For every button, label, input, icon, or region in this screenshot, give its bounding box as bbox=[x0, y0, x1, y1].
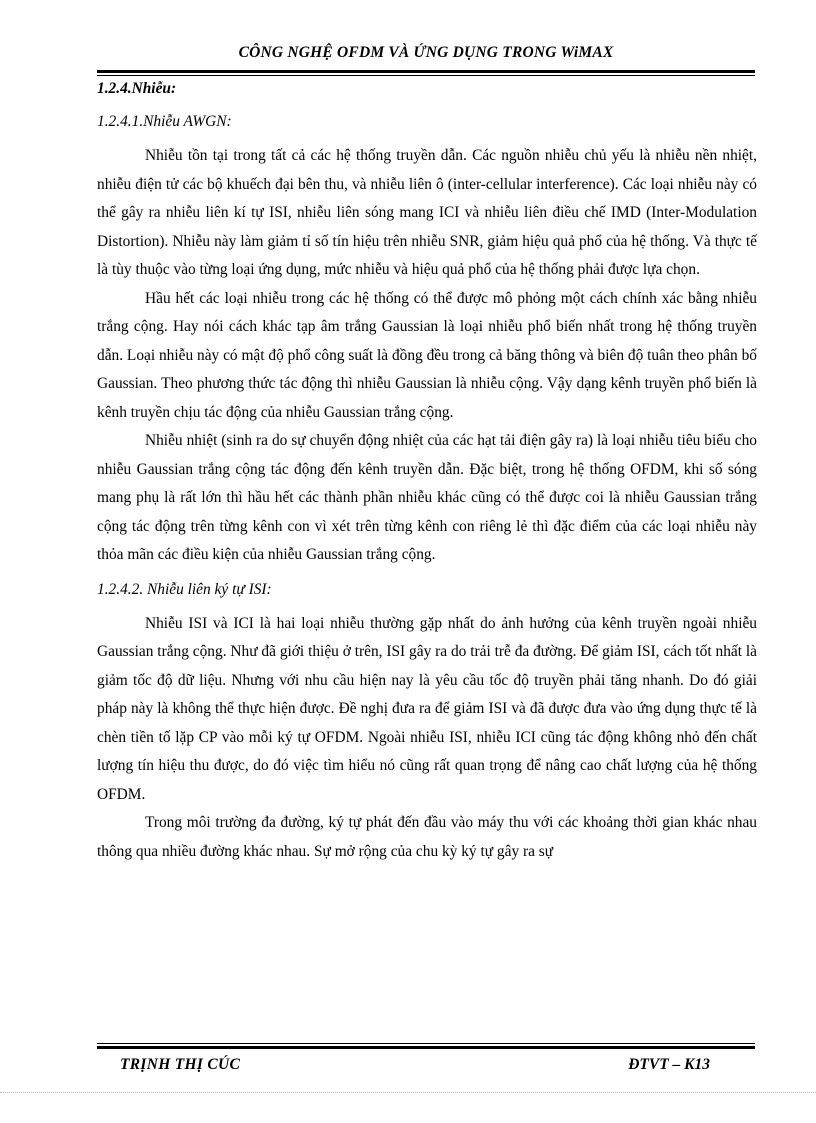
document-body bbox=[97, 76, 757, 866]
paragraph: Nhiễu nhiệt (sinh ra do sự chuyển động nhiệt của các hạt tải điện gây ra) là loại nhiễu tiêu biểu cho nhiễu Gaussian trắng cộng tác động đến kênh truyền dẫn. Đặc biệt, trong hệ thống OFDM, khi số sóng mang phụ là rất lớn thì hầu hết các thành phần nhiễu khác cũng có thể được coi là nhiễu Gaussian trắng cộng tác động trên từng kênh con vì xét trên từng kênh con riêng lẻ thì đặc điểm của các loại nhiễu này thỏa mãn các điều kiện của nhiễu Gaussian trắng cộng. bbox=[97, 432, 757, 563]
paragraph: Nhiễu ISI và ICI là hai loại nhiễu thường gặp nhất do ảnh hưởng của kênh truyền ngoài nhiễu Gaussian trắng cộng. Như đã giới thiệu ở trên, ISI gây ra do trải trễ đa đường. Để giảm ISI, cách tốt nhất là giảm tốc độ dữ liệu. Nhưng với nhu cầu hiện nay là yêu cầu tốc độ truyền phải tăng nhanh. Do đó giải pháp này là không thể thực hiện được. Đề nghị đưa ra để giảm ISI và đã được đưa vào ứng dụng thực tế là chèn tiền tố lặp CP vào mỗi ký tự OFDM. Ngoài nhiễu ISI, nhiễu ICI cũng tác động không nhỏ đến chất lượng tín hiệu thu được, do đó việc tìm hiểu nó cũng rất quan trọng để nâng cao chất lượng của hệ thống OFDM. bbox=[97, 614, 757, 803]
page-header-title: CÔNG NGHỆ OFDM VÀ ỨNG DỤNG TRONG WiMAX bbox=[238, 44, 614, 61]
subsection-heading-isi: 1.2.4.2. Nhiễu liên ký tự ISI: bbox=[97, 580, 272, 598]
paragraph: Trong môi trường đa đường, ký tự phát đến đầu vào máy thu với các khoảng thời gian khác nhau thông qua nhiều đường khác nhau. Sự mở rộng của chu kỳ ký tự gây ra sự bbox=[97, 814, 757, 860]
footer-divider bbox=[97, 1043, 755, 1051]
page-break-line bbox=[0, 1092, 816, 1093]
section-heading-noise: 1.2.4.Nhiễu: bbox=[97, 80, 177, 97]
footer-author: TRỊNH THỊ CÚC bbox=[120, 1056, 241, 1073]
footer-class-code: ĐTVT – K13 bbox=[628, 1056, 710, 1073]
paragraph: Hầu hết các loại nhiễu trong các hệ thống có thể được mô phỏng một cách chính xác bằng nhiễu trắng cộng. Hay nói cách khác tạp âm trắng Gaussian là loại nhiễu phổ biến nhất trong hệ thống truyền dẫn. Loại nhiễu này có mật độ phổ công suất là đồng đều trong cả băng thông và biên độ tuân theo phân bố Gaussian. Theo phương thức tác động thì nhiễu Gaussian là nhiễu cộng. Vậy dạng kênh truyền phổ biến là kênh truyền chịu tác động của nhiễu Gaussian trắng cộng. bbox=[97, 289, 757, 421]
paragraph: Nhiễu tồn tại trong tất cả các hệ thống truyền dẫn. Các nguồn nhiễu chủ yếu là nhiễu nền nhiệt, nhiễu điện tử các bộ khuếch đại bên thu, và nhiễu liên ô (inter-cellular interference). Các loại nhiễu này có thể gây ra nhiễu liên kí tự ISI, nhiễu liên sóng mang ICI và nhiễu liên điều chế IMD (Inter-Modulation Distortion). Nhiễu này làm giảm tỉ số tín hiệu trên nhiễu SNR, giảm hiệu quả phổ của hệ thống. Và thực tế là tùy thuộc vào từng loại ứng dụng, mức nhiễu và hiệu quả phổ của hệ thống phải được lựa chọn. bbox=[97, 147, 757, 278]
subsection-heading-awgn: 1.2.4.1.Nhiễu AWGN: bbox=[97, 113, 232, 130]
